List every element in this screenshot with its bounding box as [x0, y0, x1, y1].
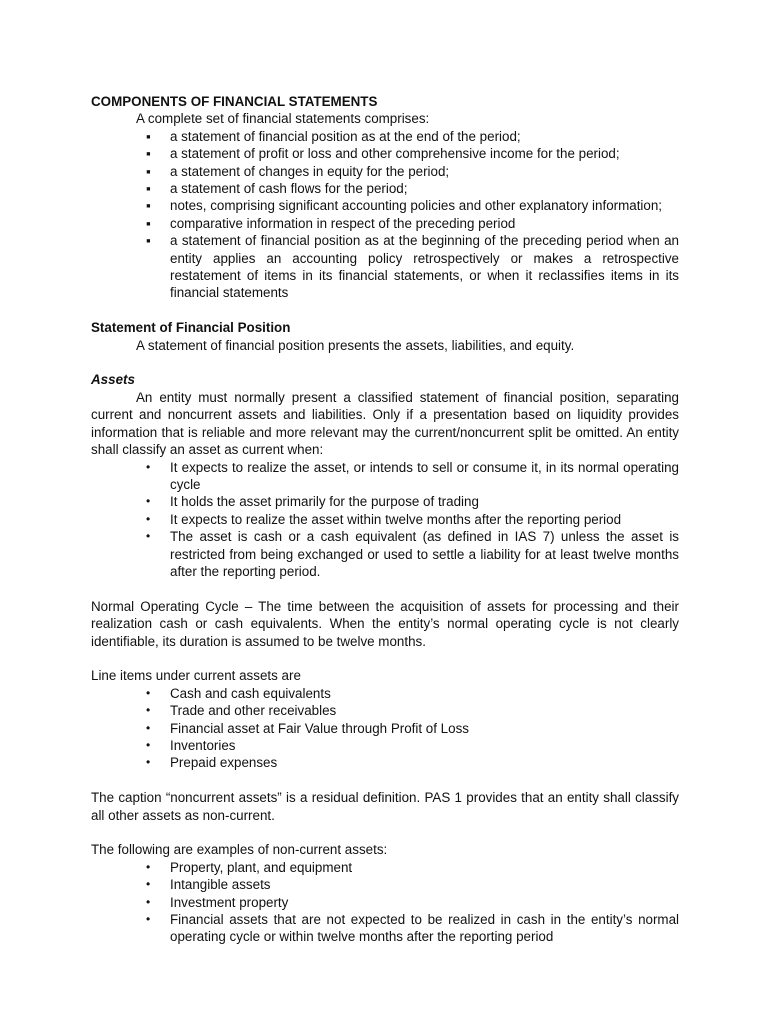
bullet-icon: •	[146, 894, 151, 909]
document-page	[91, 93, 679, 946]
components-intro: A complete set of financial statements comprises:	[136, 111, 430, 127]
spacer	[91, 354, 679, 371]
square-bullet-icon: ▪	[146, 198, 151, 214]
list-item: • Property, plant, and equipment	[146, 859, 353, 875]
bullet-icon: •	[146, 494, 151, 509]
list-item: ▪ a statement of financial position as at the beginning of the preceding period when an entity applies an accounting policy retrospectively or makes a retrospective restatement of items in its financial statements, or when it reclassifies items in its financial statements	[146, 233, 679, 301]
current-conditions-list	[91, 459, 679, 581]
spacer	[91, 302, 679, 319]
assets-paragraph: An entity must normally present a classified statement of financial position, separating current and noncurrent assets and liabilities. Only if a presentation based on liquidity provides information that is reliable and more relevant may the current/noncurrent split be omitted. An entity shall classify an asset as current when:	[91, 389, 679, 458]
bullet-icon: •	[146, 877, 151, 892]
operating-cycle-paragraph: Normal Operating Cycle – The time between the acquisition of assets for processing and their realization cash or cash equivalents. When the entity’s normal operating cycle is not clearly identifiable, its duration is assumed to be twelve months.	[91, 598, 679, 649]
bullet-icon: •	[146, 720, 151, 735]
noncurrent-caption-paragraph: The caption “noncurrent assets” is a residual definition. PAS 1 provides that an entity shall classify all other assets as non-current.	[91, 790, 679, 823]
bullet-icon: •	[146, 859, 151, 874]
sfp-text: A statement of financial position presents the assets, liabilities, and equity.	[136, 337, 575, 353]
list-item: ▪ a statement of financial position as at the end of the period;	[146, 128, 521, 144]
spacer	[91, 824, 679, 841]
list-item: • Financial asset at Fair Value through Profit of Loss	[146, 720, 469, 736]
list-item: • Cash and cash equivalents	[146, 685, 331, 701]
list-item: ▪ a statement of changes in equity for the period;	[146, 163, 450, 179]
list-item: • Intangible assets	[146, 877, 271, 893]
square-bullet-icon: ▪	[146, 181, 151, 197]
list-item: ▪ a statement of cash flows for the period;	[146, 181, 408, 197]
components-heading: COMPONENTS OF FINANCIAL STATEMENTS	[91, 94, 378, 109]
list-item: • Investment property	[146, 894, 289, 910]
sfp-heading: Statement of Financial Position	[91, 320, 291, 336]
square-bullet-icon: ▪	[146, 233, 151, 249]
bullet-icon: •	[146, 511, 151, 526]
bullet-icon: •	[146, 529, 151, 544]
square-bullet-icon: ▪	[146, 163, 151, 179]
list-item: • Inventories	[146, 737, 236, 753]
line-items-list	[91, 685, 679, 772]
bullet-icon: •	[146, 737, 151, 752]
spacer	[91, 650, 679, 667]
bullet-icon: •	[146, 755, 151, 770]
assets-heading: Assets	[91, 372, 135, 388]
spacer	[91, 772, 679, 789]
square-bullet-icon: ▪	[146, 215, 151, 231]
list-item: ▪ comparative information in respect of the preceding period	[146, 215, 516, 231]
noncurrent-list	[91, 859, 679, 946]
list-item: • It holds the asset primarily for the purpose of trading	[146, 494, 479, 510]
noncurrent-intro: The following are examples of non-current assets:	[91, 842, 388, 858]
list-item: • Financial assets that are not expected to be realized in cash in the entity’s normal operating cycle or within twelve months after the reporting period	[146, 912, 679, 945]
bullet-icon: •	[146, 685, 151, 700]
bullet-icon: •	[146, 703, 151, 718]
list-item: • The asset is cash or a cash equivalent (as defined in IAS 7) unless the asset is restricted from being exchanged or used to settle a liability for at least twelve months after the reporting period.	[146, 529, 679, 579]
line-items-intro: Line items under current assets are	[91, 668, 301, 684]
list-item: • It expects to realize the asset within twelve months after the reporting period	[146, 511, 622, 527]
bullet-icon: •	[146, 459, 151, 474]
square-bullet-icon: ▪	[146, 128, 151, 144]
list-item: • Trade and other receivables	[146, 703, 337, 719]
square-bullet-icon: ▪	[146, 146, 151, 162]
list-item: ▪ notes, comprising significant accounting policies and other explanatory information;	[146, 198, 663, 214]
list-item: ▪ a statement of profit or loss and other comprehensive income for the period;	[146, 146, 620, 162]
list-item: • Prepaid expenses	[146, 755, 278, 771]
spacer	[91, 580, 679, 597]
list-item: • It expects to realize the asset, or intends to sell or consume it, in its normal operating cycle	[146, 459, 679, 492]
components-list	[91, 128, 679, 302]
bullet-icon: •	[146, 912, 151, 926]
